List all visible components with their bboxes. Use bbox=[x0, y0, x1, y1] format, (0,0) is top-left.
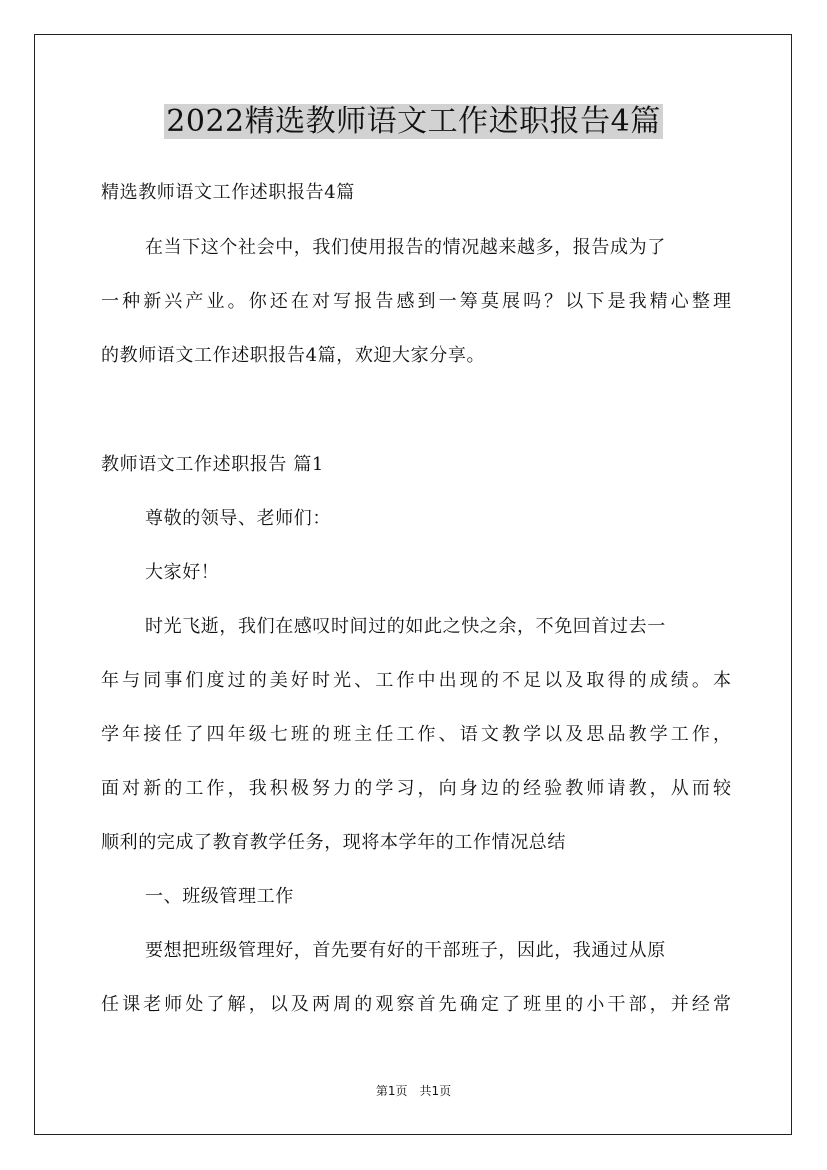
para1-line-5: 顺利的完成了教育教学任务，现将本学年的工作情况总结 bbox=[101, 832, 566, 853]
page-number-footer: 第1页 共1页 bbox=[375, 1084, 452, 1098]
intro-line-2: 一种新兴产业。你还在对写报告感到一筹莫展吗？以下是我精心整理 bbox=[101, 291, 731, 312]
intro-line-1: 在当下这个社会中，我们使用报告的情况越来越多，报告成为了 bbox=[145, 237, 666, 258]
document-subtitle: 精选教师语文工作述职报告4篇 bbox=[101, 182, 355, 203]
para1-line-1: 时光飞逝，我们在感叹时间过的如此之快之余，不免回首过去一 bbox=[145, 616, 666, 637]
document-title: 2022精选教师语文工作述职报告4篇 bbox=[166, 104, 661, 139]
para2-line-2: 任课老师处了解，以及两周的观察首先确定了班里的小干部，并经常 bbox=[101, 994, 731, 1015]
para2-line-1: 要想把班级管理好，首先要有好的干部班子，因此，我通过从原 bbox=[145, 940, 666, 961]
para1-line-4: 面对新的工作，我积极努力的学习，向身边的经验教师请教，从而较 bbox=[101, 778, 731, 799]
greeting-line: 尊敬的领导、老师们： bbox=[145, 508, 331, 529]
para1-line-2: 年与同事们度过的美好时光、工作中出现的不足以及取得的成绩。本 bbox=[101, 670, 731, 691]
intro-line-3: 的教师语文工作述职报告4篇，欢迎大家分享。 bbox=[101, 345, 486, 366]
section-heading: 教师语文工作述职报告 篇1 bbox=[101, 454, 324, 475]
para1-line-3: 学年接任了四年级七班的班主任工作、语文教学以及思品教学工作， bbox=[101, 724, 731, 745]
subheading-class-management: 一、班级管理工作 bbox=[145, 886, 294, 907]
hello-line: 大家好！ bbox=[145, 562, 220, 583]
